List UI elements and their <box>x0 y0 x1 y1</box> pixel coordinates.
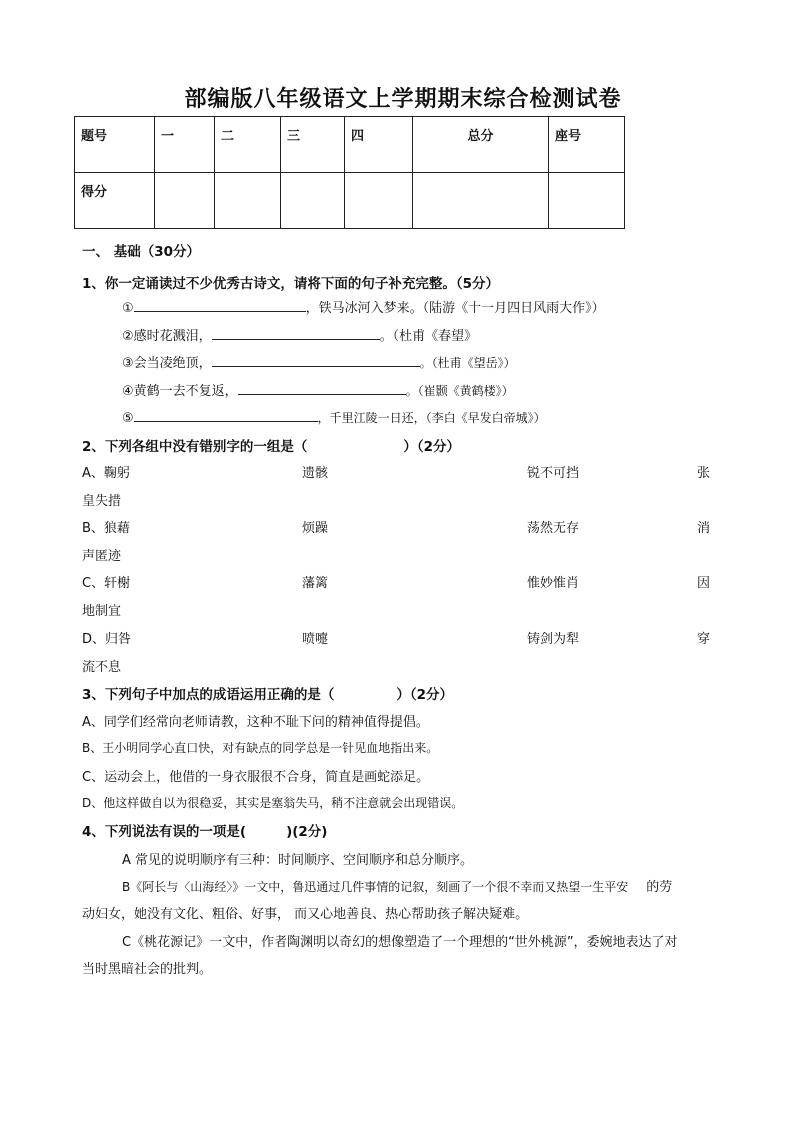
score-table <box>74 116 625 229</box>
item-text: 。（杜甫《春望》 <box>379 329 478 344</box>
score-table-cell: 四 <box>345 117 413 173</box>
option-word: 穿 <box>697 632 711 647</box>
option-label: D、归咎 <box>82 632 132 647</box>
score-input-cell[interactable] <box>413 173 549 229</box>
question-1-item <box>122 297 605 316</box>
item-label: ③会当凌绝顶， <box>122 356 212 371</box>
item-label: ① <box>122 301 134 316</box>
score-table-cell: 一 <box>155 117 215 173</box>
question-1-item <box>122 325 477 344</box>
option-word: 藩篱 <box>302 576 329 591</box>
stem-text: )(2分) <box>286 824 328 840</box>
fill-blank[interactable] <box>212 325 380 340</box>
option-text: 当时黑暗社会的批判。 <box>82 962 213 977</box>
option-word: 声匿迹 <box>82 549 122 564</box>
question-2-stem <box>82 435 460 455</box>
question-1-stem: 1、你一定诵读过不少优秀古诗文，请将下面的句子补充完整。（5分） <box>82 276 500 292</box>
score-table-cell: 三 <box>281 117 345 173</box>
option-word: 铸剑为犁 <box>527 632 580 647</box>
option-text-part: B《阿长与〈山海经〉》一文中，鲁迅通过几件事情的记叙，刻画了一个很不幸而又热望一生平安 <box>122 880 629 894</box>
score-input-cell[interactable] <box>155 173 215 229</box>
fill-blank[interactable] <box>212 352 420 367</box>
score-table-score-row <box>75 173 625 229</box>
stem-text: 4、下列说法有误的一项是( <box>82 824 247 840</box>
score-table-cell: 总分 <box>413 117 549 173</box>
option-label: A、鞠躬 <box>82 466 130 481</box>
score-input-cell[interactable] <box>549 173 625 229</box>
option-word: 荡然无存 <box>527 521 580 536</box>
option-text: A 常见的说明顺序有三种：时间顺序、空间顺序和总分顺序。 <box>122 853 474 868</box>
question-4-stem <box>82 820 327 840</box>
score-table-cell: 题号 <box>75 117 155 173</box>
item-text: ，铁马冰河入梦来。（陆游《十一月四日风雨大作》） <box>305 301 605 316</box>
option-word: 流不息 <box>82 660 122 675</box>
option-label: C、轩榭 <box>82 576 131 591</box>
item-label: ④黄鹤一去不复返， <box>122 384 238 399</box>
option-text-part: 的劳 <box>646 880 673 895</box>
fill-blank[interactable] <box>238 380 406 395</box>
item-text: 。（杜甫《望岳》） <box>419 356 516 370</box>
item-text: ，千里江陵一日还，（李白《早发白帝城》） <box>317 411 546 425</box>
option-text: 动妇女，她没有文化、粗俗、好事， 而又心地善良、热心帮助孩子解决疑难。 <box>82 907 529 922</box>
option-word: 地制宜 <box>82 604 122 619</box>
question-1-item <box>122 352 516 371</box>
option-word: 遗骸 <box>302 466 329 481</box>
stem-text: 3、下列句子中加点的成语运用正确的是（ <box>82 687 335 703</box>
option-word: 惟妙惟肖 <box>527 576 580 591</box>
stem-text: ）（2分） <box>403 439 461 455</box>
option-label: B、狼藉 <box>82 521 130 536</box>
score-table-header-row <box>75 117 625 173</box>
item-text: 。（崔颢《黄鹤楼》） <box>405 384 514 398</box>
option-text <box>122 876 672 895</box>
option-word: 张 <box>697 466 711 481</box>
stem-text: 2、下列各组中没有错别字的一组是（ <box>82 439 308 455</box>
option-text: A、同学们经常向老师请教，这种不耻下问的精神值得提倡。 <box>82 715 429 730</box>
question-1-item <box>122 407 546 426</box>
option-text: C《桃花源记》一文中，作者陶渊明以奇幻的想像塑造了一个理想的“世外桃源”，委婉地表达了对 <box>122 935 678 950</box>
item-label: ⑤ <box>122 411 134 426</box>
option-text: C、运动会上，他借的一身衣服很不合身，简直是画蛇添足。 <box>82 770 430 785</box>
score-input-cell[interactable] <box>215 173 281 229</box>
score-table-cell: 二 <box>215 117 281 173</box>
score-input-cell[interactable] <box>345 173 413 229</box>
fill-blank[interactable] <box>134 297 306 312</box>
score-table-cell: 座号 <box>549 117 625 173</box>
section-heading: 一、 基础（30分） <box>82 244 200 260</box>
option-word: 因 <box>697 576 711 591</box>
question-3-stem <box>82 683 453 703</box>
stem-text: ）（2分） <box>396 687 454 703</box>
option-word: 喷嚏 <box>302 632 329 647</box>
page-title: 部编版八年级语文上学期期末综合检测试卷 <box>184 86 622 112</box>
option-word: 消 <box>697 521 711 536</box>
question-1-item <box>122 380 514 399</box>
option-text: B、王小明同学心直口快，对有缺点的同学总是一针见血地指出来。 <box>82 741 439 755</box>
score-input-cell[interactable] <box>281 173 345 229</box>
fill-blank[interactable] <box>134 407 318 422</box>
option-word: 烦躁 <box>302 521 329 536</box>
option-word: 锐不可挡 <box>527 466 580 481</box>
score-table-cell: 得分 <box>75 173 155 229</box>
option-word: 皇失措 <box>82 494 122 509</box>
item-label: ②感时花溅泪， <box>122 329 212 344</box>
option-text: D、他这样做自以为很稳妥，其实是塞翁失马，稍不注意就会出现错误。 <box>82 796 464 810</box>
